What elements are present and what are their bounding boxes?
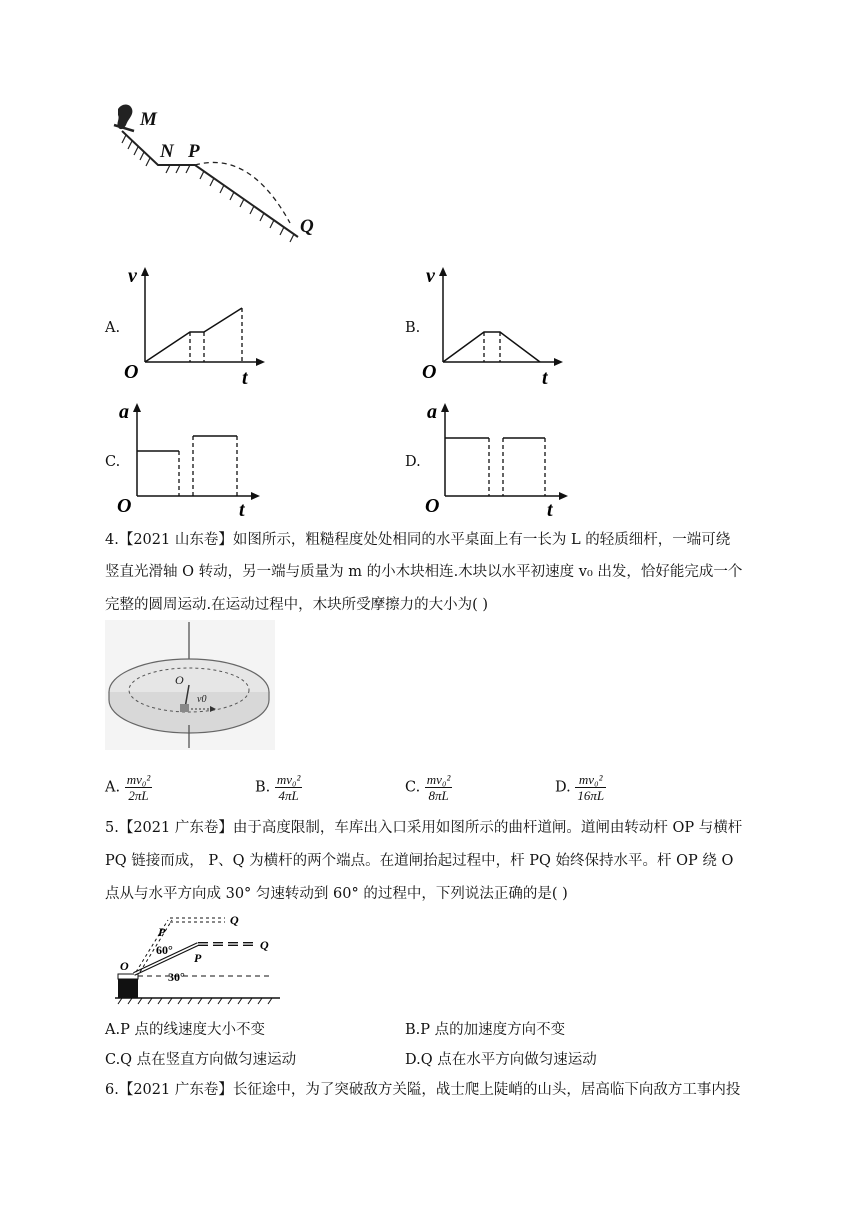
numerator: mv₀² — [426, 772, 451, 787]
option-label: A. — [105, 779, 121, 796]
slope-figure — [100, 95, 330, 255]
q6-line-1: 6.【2021 广东卷】长征途中，为了突破敌方关隘，战士爬上陡峭的山头，居高临下向敌方工事内投 — [105, 1082, 741, 1098]
disk-label-O: O — [175, 673, 184, 687]
origin-label: O — [124, 361, 139, 383]
origin-label: O — [117, 495, 132, 517]
q5-option-b: B.P 点的加速度方向不变 — [405, 1022, 566, 1038]
label-Q: Q — [300, 216, 314, 237]
numerator: mv₀² — [126, 772, 151, 787]
denominator: 2πL — [128, 788, 149, 803]
skier-icon — [114, 105, 134, 132]
q4-option-c — [405, 772, 452, 803]
q5-line-1: 5.【2021 广东卷】由于高度限制，车库出入口采用如图所示的曲杆道闸。道闸由转动杆 OP 与横杆 — [105, 820, 743, 836]
fraction — [575, 772, 606, 803]
numerator: mv₀² — [575, 772, 606, 788]
gate-figure — [110, 908, 290, 1013]
q4-line-3: 完整的圆周运动.在运动过程中，木块所受摩擦力的大小为( ) — [105, 597, 489, 613]
fraction — [125, 772, 153, 803]
origin-label: O — [422, 361, 437, 383]
q4-option-d — [555, 772, 606, 803]
axis-y-label: a — [427, 401, 437, 423]
gate-label-O: O — [120, 959, 129, 973]
option-label: D. — [555, 779, 571, 796]
denominator: 8πL — [428, 788, 449, 803]
q4-option-a — [105, 772, 152, 803]
gate-label-P: P — [194, 951, 202, 965]
axis-x-label: t — [239, 499, 245, 520]
q5-option-a: A.P 点的线速度大小不变 — [105, 1022, 265, 1038]
fraction — [275, 772, 303, 803]
q4-line-2: 竖直光滑轴 O 转动，另一端与质量为 m 的小木块相连.木块以水平初速度 v₀ 出发，恰好能完成一个 — [105, 564, 743, 580]
option-d-label: D. — [405, 454, 421, 470]
fraction — [425, 772, 453, 803]
option-label: C. — [405, 779, 421, 796]
option-label: B. — [255, 779, 271, 796]
graph-a — [120, 262, 270, 387]
axis-y-label: a — [119, 401, 129, 423]
numerator: mv₀² — [276, 772, 301, 787]
option-c-label: C. — [105, 454, 121, 470]
axis-x-label: t — [542, 367, 548, 387]
axis-y-label: v — [128, 265, 137, 287]
origin-label: O — [425, 495, 440, 517]
denominator: 16πL — [577, 788, 605, 803]
label-N: N — [160, 141, 174, 162]
option-b-label: B. — [405, 320, 421, 336]
gate-label-P-top: P — [158, 925, 166, 939]
q4-line-1: 4.【2021 山东卷】如图所示，粗糙程度处处相同的水平桌面上有一长为 L 的轻质细杆，一端可绕 — [105, 532, 731, 548]
gate-label-30: 30° — [168, 970, 185, 984]
axis-x-label: t — [547, 499, 553, 520]
q5-line-2: PQ 链接而成， P、Q 为横杆的两个端点。在道闸抬起过程中，杆 PQ 始终保持水平。杆 OP 绕 O — [105, 853, 734, 869]
axis-y-label: v — [426, 265, 435, 287]
disk-figure — [105, 620, 275, 750]
label-P: P — [188, 141, 200, 162]
label-M: M — [140, 109, 157, 130]
graph-b — [418, 262, 568, 387]
gate-label-60: 60° — [156, 943, 173, 957]
q4-option-b — [255, 772, 302, 803]
q5-option-c: C.Q 点在竖直方向做匀速运动 — [105, 1052, 297, 1068]
q5-line-3: 点从与水平方向成 30° 匀速转动到 60° 的过程中，下列说法正确的是( ) — [105, 886, 568, 902]
option-a-label: A. — [105, 320, 121, 336]
denominator: 4πL — [278, 788, 299, 803]
gate-label-Q-top: Q — [230, 913, 239, 927]
disk-label-v0: v0 — [197, 694, 207, 705]
graph-c — [115, 398, 270, 520]
q5-option-d: D.Q 点在水平方向做匀速运动 — [405, 1052, 597, 1068]
axis-x-label: t — [242, 367, 248, 387]
gate-label-Q: Q — [260, 938, 269, 952]
graph-d — [423, 398, 578, 520]
